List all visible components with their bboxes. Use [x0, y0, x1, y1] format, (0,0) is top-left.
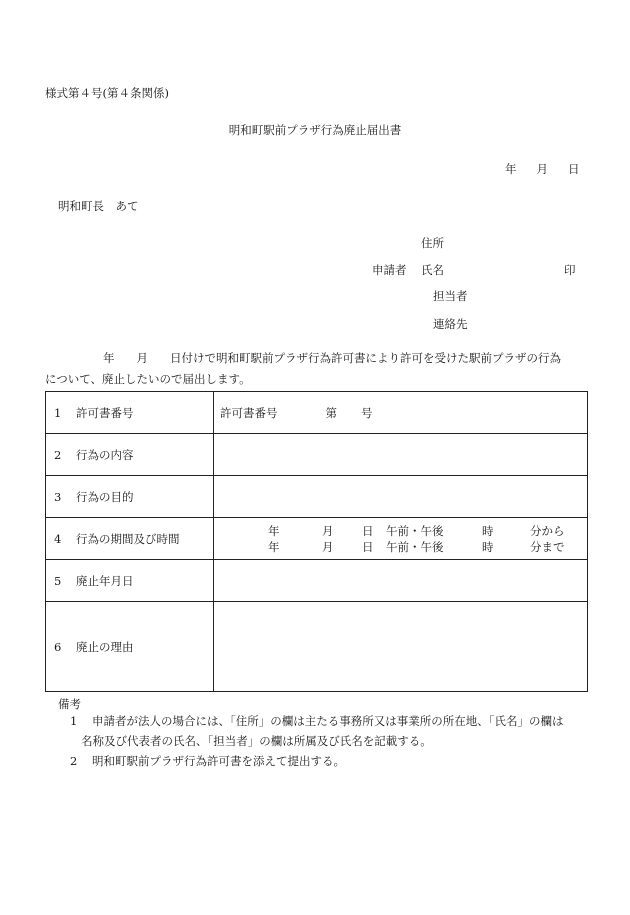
row-number: 6	[54, 639, 62, 654]
period-day: 日	[362, 539, 374, 554]
row-label	[46, 476, 214, 518]
remark-item	[70, 711, 595, 751]
date-year-label: 年	[505, 162, 517, 176]
remark-number: 1	[70, 714, 78, 728]
period-month: 月	[322, 523, 334, 538]
permit-go: 号	[361, 405, 373, 420]
row-label-text: 廃止の理由	[76, 639, 134, 654]
body-text	[45, 348, 593, 390]
row-number: 1	[54, 405, 62, 420]
period-day: 日	[362, 523, 374, 538]
person-in-charge-label: 担当者	[433, 289, 468, 303]
period-year: 年	[268, 539, 280, 554]
period-to-line	[220, 539, 587, 555]
submission-date	[505, 161, 580, 177]
table-row	[46, 476, 588, 518]
body-line2: について、廃止したいので届出します。	[45, 372, 251, 386]
table-row	[46, 392, 588, 434]
applicant-label: 申請者	[372, 263, 407, 277]
period-from-line	[220, 523, 587, 539]
contact-label: 連絡先	[433, 317, 468, 331]
abolition-date-field[interactable]	[214, 560, 588, 602]
body-year: 年	[103, 351, 115, 365]
table-row	[46, 434, 588, 476]
period-ampm: 午前・午後	[386, 539, 444, 554]
table-row	[46, 560, 588, 602]
remark-text-cont: 名称及び代表者の氏名、「担当者」の欄は所属及び氏名を記載する。	[81, 734, 432, 748]
body-line1: 日付けで明和町駅前プラザ行為許可書により許可を受けた駅前プラザの行為	[170, 351, 561, 365]
permit-prefix: 許可書番号	[220, 405, 278, 420]
period-hour: 時	[482, 539, 494, 554]
document-title: 明和町駅前プラザ行為廃止届出書	[228, 123, 402, 137]
remark-item	[70, 751, 595, 771]
row-number: 4	[54, 531, 62, 546]
period-month: 月	[322, 539, 334, 554]
row-label	[46, 518, 214, 560]
abolition-reason-field[interactable]	[214, 602, 588, 692]
row-number: 3	[54, 489, 62, 504]
table-row	[46, 518, 588, 560]
date-day-label: 日	[568, 162, 580, 176]
address-label: 住所	[421, 236, 444, 250]
body-month: 月	[136, 351, 148, 365]
name-label: 氏名	[421, 263, 444, 277]
remark-text: 明和町駅前プラザ行為許可書を添えて提出する。	[92, 754, 345, 768]
period-year: 年	[268, 523, 280, 538]
permit-number-field[interactable]	[214, 392, 588, 434]
form-number: 様式第４号(第４条関係)	[45, 86, 169, 100]
row-label-text: 許可書番号	[76, 405, 134, 420]
period-to: 分まで	[530, 539, 565, 554]
permit-dai: 第	[325, 405, 337, 420]
row-label	[46, 560, 214, 602]
row-label-text: 行為の期間及び時間	[76, 531, 180, 546]
period-ampm: 午前・午後	[386, 523, 444, 538]
period-field[interactable]	[214, 518, 588, 560]
date-month-label: 月	[536, 162, 548, 176]
row-label	[46, 602, 214, 692]
table-row	[46, 602, 588, 692]
row-label-text: 廃止年月日	[76, 573, 134, 588]
row-number: 2	[54, 447, 62, 462]
row-label-text: 行為の目的	[76, 489, 134, 504]
remarks-heading: 備考	[58, 697, 81, 711]
form-table	[45, 391, 588, 692]
purpose-field[interactable]	[214, 476, 588, 518]
addressee: 明和町長 あて	[58, 199, 139, 213]
row-label	[46, 392, 214, 434]
content-field[interactable]	[214, 434, 588, 476]
seal-label: 印	[564, 263, 576, 277]
row-number: 5	[54, 573, 62, 588]
row-label	[46, 434, 214, 476]
period-hour: 時	[482, 523, 494, 538]
period-from: 分から	[530, 523, 565, 538]
remark-text: 申請者が法人の場合には、「住所」の欄は主たる事務所又は事業所の所在地、「氏名」の欄は	[92, 714, 564, 728]
row-label-text: 行為の内容	[76, 447, 134, 462]
remark-number: 2	[70, 754, 78, 768]
